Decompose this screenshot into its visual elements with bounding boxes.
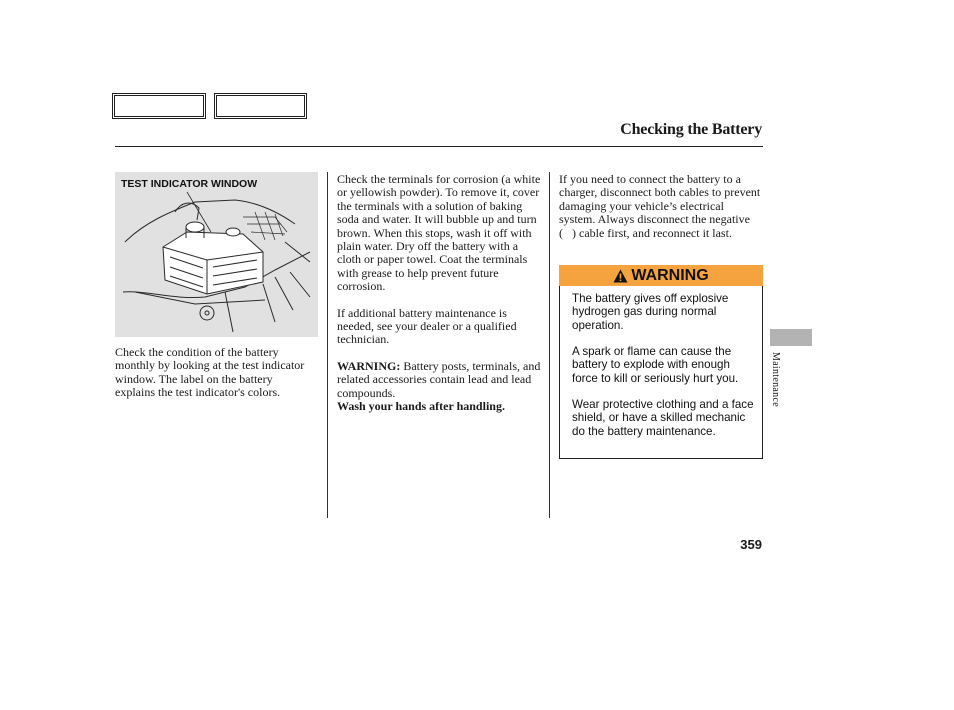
warning-item: A spark or flame can cause the battery to explode with enough force to kill or seriously hurt you. bbox=[572, 345, 739, 385]
battery-illustration bbox=[115, 172, 318, 337]
warning-box bbox=[559, 286, 763, 459]
lead-warning-paragraph bbox=[337, 360, 543, 414]
figure-caption: TEST INDICATOR WINDOW bbox=[121, 178, 258, 190]
lead-warning-label: WARNING: bbox=[337, 358, 401, 373]
column-3-text bbox=[559, 173, 762, 253]
column-divider-2 bbox=[549, 172, 550, 518]
section-tab-label: Maintenance bbox=[770, 352, 781, 407]
lead-warning-text: Battery posts, terminals, and related accessories contain lead and lead compounds. bbox=[337, 358, 541, 400]
column-divider-1 bbox=[327, 172, 328, 518]
nav-button-next[interactable] bbox=[214, 93, 307, 119]
charger-paragraph: If you need to connect the battery to a charger, disconnect both cables to prevent damaging your vehicle’s electrical system. Always disconnect the negative ( ) cable first, and reconnect it last. bbox=[559, 172, 761, 240]
warning-triangle-icon bbox=[613, 269, 628, 283]
battery-check-paragraph: Check the condition of the battery monthly by looking at the test indicator window. The label on the battery explains the test indicator's colors. bbox=[115, 345, 305, 400]
corrosion-paragraph: Check the terminals for corrosion (a white or yellowish powder). To remove it, cover the terminals with a solution of baking soda and water. It will bubble up and turn brown. When this stops, wash it off with plain water. Dry off the battery with a cloth or paper towel. Coat the terminals with grease to help prevent future corrosion. bbox=[337, 172, 541, 294]
column-2-text bbox=[337, 173, 543, 427]
wash-hands-text: Wash your hands after handling. bbox=[337, 399, 505, 414]
page-title: Checking the Battery bbox=[620, 121, 762, 138]
warning-item: The battery gives off explosive hydrogen gas during normal operation. bbox=[572, 292, 729, 332]
warning-header bbox=[559, 265, 763, 286]
section-tab-marker[interactable] bbox=[770, 329, 812, 346]
nav-button-previous[interactable] bbox=[112, 93, 206, 119]
page-number: 359 bbox=[740, 537, 762, 552]
warning-heading-text: WARNING bbox=[631, 266, 709, 284]
maintenance-paragraph: If additional battery maintenance is needed, see your dealer or a qualified technician. bbox=[337, 305, 517, 347]
battery-drawing bbox=[115, 172, 318, 337]
header-divider bbox=[115, 146, 763, 147]
warning-item: Wear protective clothing and a face shield, or have a skilled mechanic do the battery maintenance. bbox=[572, 398, 754, 438]
column-1-text bbox=[115, 346, 311, 413]
